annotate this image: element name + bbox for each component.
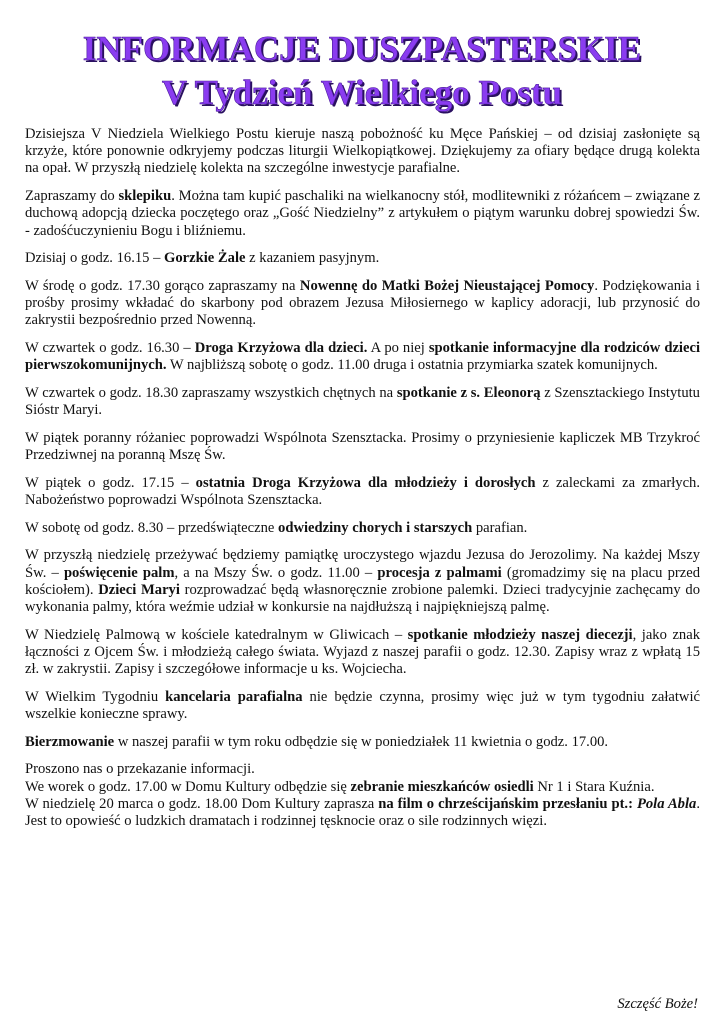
page-title: INFORMACJE DUSZPASTERSKIE	[82, 29, 642, 68]
announcement-paragraph: W Wielkim Tygodniu kancelaria parafialna nie będzie czynna, prosimy więc już w tym tygodniu załatwić wszelkie konieczne sprawy.	[25, 688, 701, 722]
announcement-paragraph: W sobotę od godz. 8.30 – przedświąteczne odwiedziny chorych i starszych parafian.	[25, 519, 528, 536]
announcement-paragraph: W przyszłą niedzielę przeżywać będziemy pamiątkę uroczystego wjazdu Jezusa do Jerozolimy. Na każdej Mszy Św. – poświęcenie palm, a na Mszy Św. o godz. 11.00 – procesja z palmami (gromadzimy się na placu przed kościołem). Dzieci Maryi rozprowadzać będą własnoręcznie zrobione palemki. Dzieci tradycyjnie zachęcamy do wykonania palmy, która weźmie udział w konkursie na najdłuższą i najpiękniejszą palmę.	[25, 547, 700, 615]
announcement-paragraph: W środę o godz. 17.30 gorąco zapraszamy na Nowennę do Matki Bożej Nieustającej Pomocy. Podziękowania i prośby prosimy wkładać do skarbony pod obrazem Jezusa Miłosiernego w kaplicy adoracji, lub przynosić do zakrystii bezpośrednio przed Nowenną.	[25, 277, 700, 329]
announcement-paragraph: Dzisiaj o godz. 16.15 – Gorzkie Żale z kazaniem pasyjnym.	[25, 250, 380, 267]
page-subtitle: V Tydzień Wielkiego Postu	[161, 73, 563, 112]
announcement-paragraph: W piątek poranny różaniec poprowadzi Wspólnota Szensztacka. Prosimy o przyniesienie kapliczek MB Trzykroć Przedziwnej na poranną Mszę Św.	[25, 429, 700, 464]
announcement-paragraph: W Niedzielę Palmową w kościele katedralnym w Gliwicach – spotkanie młodzieży naszej diecezji, jako znak łączności z Ojcem Św. i młodzieżą całego świata. Wyjazd z naszej parafii o godz. 12.30. Zapisy wraz z wpłatą 15 zł. w zakrystii. Zapisy i szczegółowe informacje u ks. Wojciecha.	[25, 626, 700, 678]
announcements-body	[25, 126, 700, 841]
announcement-paragraph: W czwartek o godz. 16.30 – Droga Krzyżowa dla dzieci. A po niej spotkanie informacyjne dla rodziców dzieci pierwszokomunijnych. W najbliższą sobotę o godz. 11.00 druga i ostatnia przymiarka szatek komunijnych.	[25, 340, 700, 374]
announcement-paragraph: Dzisiejsza V Niedziela Wielkiego Postu kieruje naszą pobożność ku Męce Pańskiej – od dzisiaj zasłonięte są krzyże, które ponownie odkryjemy podczas liturgii Wielkopiątkowej. Dziękujemy za ofiary będące drugą kolekta na opał. W przyszłą niedzielę kolekta na szczególne inwestycje parafialne.	[25, 126, 700, 177]
announcement-paragraph: W czwartek o godz. 18.30 zapraszamy wszystkich chętnych na spotkanie z s. Eleonorą z Szensztackiego Instytutu Sióstr Maryi.	[25, 384, 700, 419]
announcement-paragraph: Proszono nas o przekazanie informacji. We worek o godz. 17.00 w Domu Kultury odbędzie się zebranie mieszkańców osiedli Nr 1 i Stara Kuźnia. W niedzielę 20 marca o godz. 18.00 Dom Kultury zaprasza na film o chrześcijańskim przesłaniu pt.: Pola Abla. Jest to opowieść o ludzkich dramatach i rodzinnej tęsknocie oraz o sile rodzinnych więzi.	[25, 761, 700, 829]
announcement-paragraph: Bierzmowanie w naszej parafii w tym roku odbędzie się w poniedziałek 11 kwietnia o godz. 17.00.	[25, 733, 609, 750]
signoff-text: Szczęść Boże!	[617, 996, 698, 1012]
announcement-paragraph: W piątek o godz. 17.15 – ostatnia Droga Krzyżowa dla młodzieży i dorosłych z zaleckami za zmarłych. Nabożeństwo poprowadzi Wspólnota Szensztacka.	[25, 474, 700, 508]
announcement-paragraph: Zapraszamy do sklepiku. Można tam kupić paschaliki na wielkanocny stół, modlitewniki z różańcem – związane z duchową adopcją dziecka poczętego oraz „Gość Niedzielny” z artykułem o piątym warunku dobrej spowiedzi Św. - zadośćuczynieniu Bogu i bliźniemu.	[25, 188, 700, 239]
